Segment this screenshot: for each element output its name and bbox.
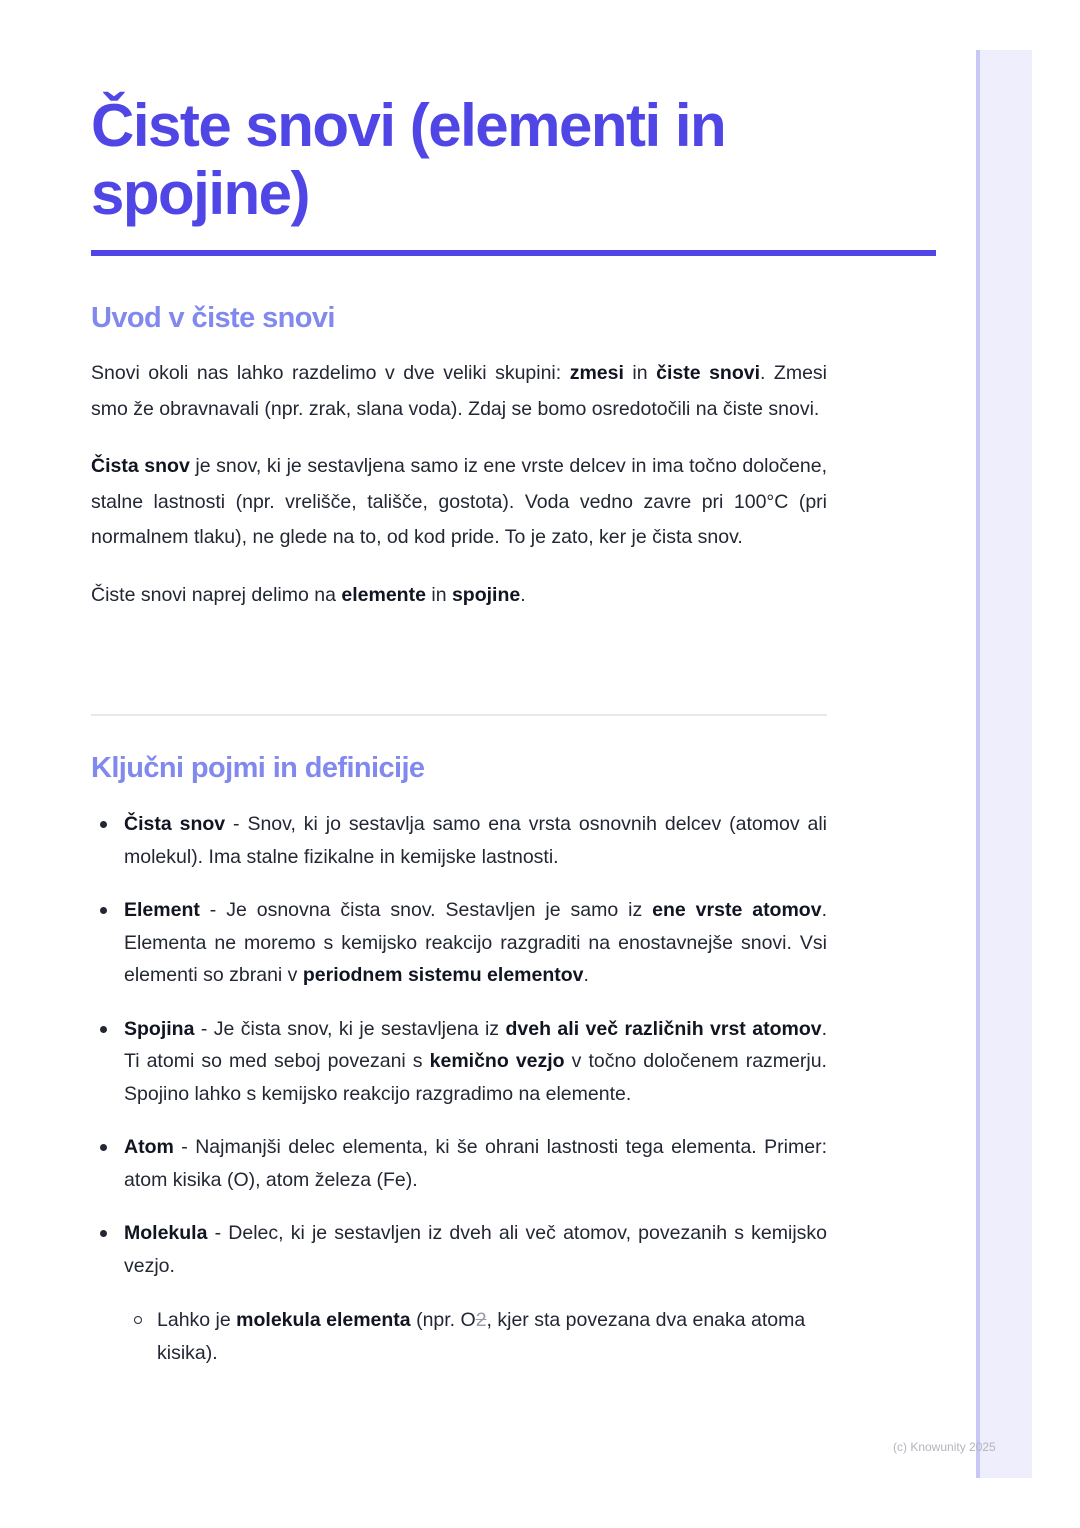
title-underline [91,250,936,256]
bold-term: dveh ali več različnih vrst atomov [505,1017,822,1040]
page-title: Čiste snovi (elementi in spojine) [91,92,726,227]
text: , kjer sta povezana dva enaka atoma kisika). [157,1309,806,1364]
bullet-icon [100,907,107,914]
term: Spojina [124,1017,195,1040]
definition-text: . [583,964,589,986]
bold-term: molekula elementa [236,1309,411,1331]
text: in [623,362,657,384]
list-item-element [91,894,827,992]
list-item-molekula [91,1217,827,1369]
bold-term: Čista snov [91,455,190,477]
term: Element [124,899,200,921]
bold-term: periodnem sistemu elementov [302,964,584,986]
text: . Zmesi smo že obravnavali (npr. zrak, slana voda). Zdaj se bomo osredotočili na čiste snovi. [91,362,828,420]
side-panel [976,50,1032,1478]
section-intro [91,300,827,613]
sub-list-item [124,1304,827,1369]
bold-term: čiste snovi [656,362,760,384]
text: je snov, ki je sestavljena samo iz ene vrste delcev in ima točno določene, stalne lastnosti (npr. vrelišče, tališče, gostota). Voda vedno zavre pri 100°C (pri normalnem tlaku), ne glede na to, od kod pride. To je zato, ker je čista snov. [91,455,827,548]
bullet-icon [100,1026,107,1033]
list-item-atom [91,1131,827,1196]
text: Čiste snovi naprej delimo na [91,583,342,606]
definition-text: - Je čista snov, ki je sestavljena iz [194,1017,506,1040]
text: (npr. O [410,1309,476,1331]
bullet-icon [100,1230,107,1237]
intro-paragraph-1 [91,356,827,427]
definition-text: - Snov, ki jo sestavlja samo ena vrsta osnovnih delcev (atomov ali molekul). Ima stalne fizikalne in kemijske lastnosti. [124,813,827,868]
circle-bullet-icon [134,1316,142,1324]
intro-paragraph-2 [91,449,827,556]
bold-term: spojine [451,583,521,606]
definition-text: . Elementa ne moremo s kemijsko reakcijo razgraditi na enostavnejše snovi. Vsi elementi so zbrani v [124,899,827,986]
list-item-cista-snov [91,808,827,873]
bold-term: elemente [341,583,426,606]
text: . [520,583,526,606]
bullet-icon [100,821,107,828]
section-heading-definitions: Ključni pojmi in definicije [91,752,425,784]
section-divider [91,714,827,716]
bold-term: zmesi [569,362,624,384]
definition-text: - Najmanjši delec elementa, ki še ohrani lastnosti tega elementa. Primer: atom kisika (O), atom železa (Fe). [124,1136,827,1191]
section-heading-intro: Uvod v čiste snovi [91,302,335,334]
bullet-icon [100,1144,107,1151]
subscript-2: 2 [475,1309,487,1331]
definition-text: - Delec, ki je sestavljen iz dveh ali več atomov, povezanih s kemijsko vezjo. [124,1222,827,1277]
copyright-footer: (c) Knowunity 2025 [893,1440,996,1454]
bold-term: ene vrste atomov [652,899,822,921]
bold-term: kemično vezjo [429,1050,565,1072]
definition-text: . Ti atomi so med seboj povezani s [124,1017,827,1072]
term: Atom [124,1136,174,1158]
sub-list [124,1304,827,1369]
section-definitions [91,750,827,1390]
list-item-spojina [91,1013,827,1111]
text: Snovi okoli nas lahko razdelimo v dve veliki skupini: [91,362,570,384]
definition-text: - Je osnovna čista snov. Sestavljen je samo iz [199,899,653,921]
intro-paragraph-3 [91,578,827,614]
term: Čista snov [124,813,226,835]
definition-text: v točno določenem razmerju. Spojino lahko s kemijsko reakcijo razgradimo na elemente. [124,1050,827,1105]
definitions-list [91,808,827,1369]
text: in [425,583,452,606]
text: Lahko je [157,1309,237,1331]
term: Molekula [124,1222,208,1244]
